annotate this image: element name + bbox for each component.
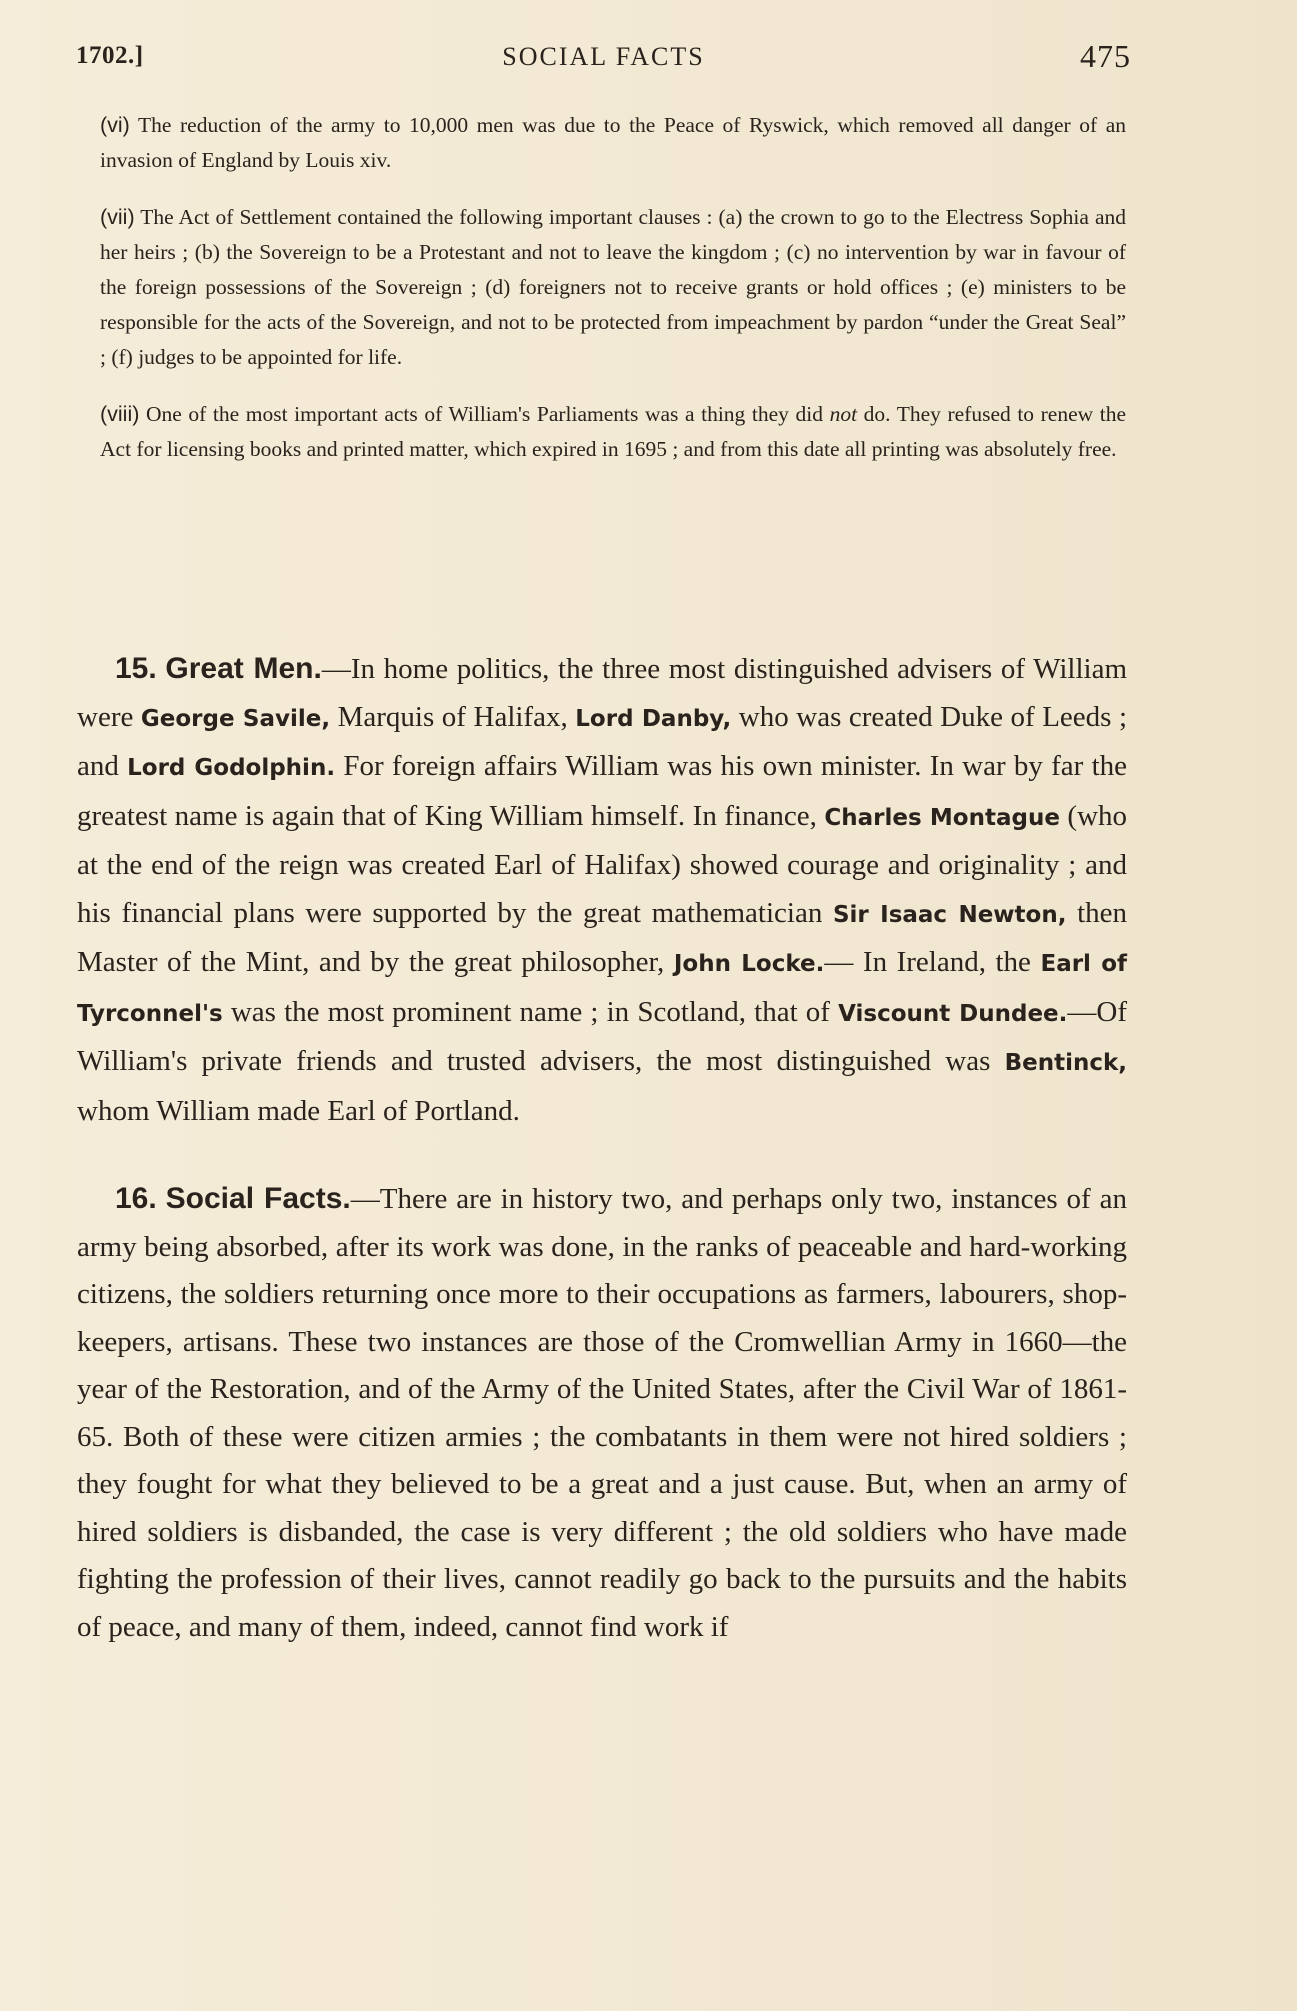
section-text: —There are in history two, and perhaps only two, instances of an army being absorbed, after its work was done, in the ranks of peaceable and hard-working citizens, the soldiers returning once more to their occupations as farmers, labourers, shop-keepers, artisans. These two instances are those of the Cromwellian Army in 1660—the year of the Restoration, and of the Army of the United States, after the Civil War of 1861-65. Both of these were citizen armies ; the combatants in them were not hired soldiers ; they fought for what they believed to be a great and a just cause. But, when an army of hired soldiers is disbanded, the case is very different ; the old soldiers who have made fighting the profession of their lives, cannot readily go back to the pursuits and the habits of peace, and many of them, indeed, cannot find work if bbox=[77, 1183, 1128, 1643]
person-name: Lord Godolphin. bbox=[127, 755, 336, 781]
running-header bbox=[76, 38, 1131, 78]
section-title: Social Facts. bbox=[165, 1182, 351, 1215]
note-text: do. They refused to renew the Act for licensing books and printed matter, which expired in 1695 ; and from this date all printing was absolutely free. bbox=[100, 402, 1127, 461]
section-number: 15. bbox=[115, 652, 157, 685]
header-date: 1702.] bbox=[76, 42, 144, 69]
note-label: (viii) bbox=[100, 402, 140, 426]
section-text: was the most prominent name ; in Scotland, that of bbox=[230, 995, 830, 1028]
body-text bbox=[77, 645, 1127, 1691]
note-viii bbox=[100, 397, 1126, 467]
notes-block bbox=[100, 108, 1126, 489]
person-name: Viscount Dundee. bbox=[838, 1000, 1068, 1027]
person-name: George Savile, bbox=[140, 705, 331, 732]
section-text: who was created Duke of Leeds ; and bbox=[77, 700, 1128, 782]
section-text: —In home politics, the three most distinguished advisers of William were bbox=[77, 653, 1127, 733]
section-16 bbox=[77, 1175, 1127, 1651]
note-vi bbox=[100, 108, 1126, 178]
person-name: Sir Isaac Newton, bbox=[832, 901, 1067, 928]
page-number: 475 bbox=[1080, 38, 1131, 74]
person-name: Lord Danby, bbox=[575, 705, 732, 732]
section-text: For foreign affairs William was his own minister. In war by far the greatest name is again that of King William himself. In finance, bbox=[77, 750, 1128, 832]
section-text: (who at the end of the reign was created Earl of Halifax) showed courage and originality ; and his financial plans were supported by the great mathematician bbox=[77, 799, 1128, 929]
section-number: 16. bbox=[115, 1182, 157, 1215]
section-text: whom William made Earl of Portland. bbox=[77, 1094, 520, 1127]
note-text: One of the most important acts of William's Parliaments was a thing they did bbox=[146, 402, 823, 426]
person-name: Bentinck, bbox=[1004, 1050, 1128, 1076]
running-title: SOCIAL FACTS bbox=[502, 42, 705, 71]
person-name: Charles Montague bbox=[824, 804, 1060, 831]
note-label: (vi) bbox=[100, 113, 130, 137]
section-text: —Of William's private friends and trusted advisers, the most distinguished was bbox=[77, 995, 1127, 1077]
note-emphasis: not bbox=[829, 402, 858, 426]
person-name: Earl of Tyrconnel's bbox=[77, 951, 1128, 1027]
note-text: The reduction of the army to 10,000 men was due to the Peace of Ryswick, which removed all danger of an invasion of England by Louis xiv. bbox=[100, 113, 1126, 172]
person-name: John Locke. bbox=[673, 951, 825, 977]
section-15 bbox=[77, 645, 1127, 1135]
section-title: Great Men. bbox=[165, 652, 322, 685]
note-label: (vii) bbox=[100, 205, 135, 229]
section-text: Marquis of Halifax, bbox=[337, 700, 568, 733]
section-text: then Master of the Mint, and by the great philosopher, bbox=[77, 896, 1128, 978]
note-vii bbox=[100, 200, 1126, 375]
note-text: The Act of Settlement contained the following important clauses : (a) the crown to go to the Electress Sophia and her heirs ; (b) the Sovereign to be a Protestant and not to leave the kingdom ; (c) no intervention by war in favour of the foreign possessions of the Sovereign ; (d) foreigners not to receive grants or hold offices ; (e) ministers to be responsible for the acts of the Sovereign, and not to be protected from impeachment by pardon “under the Great Seal” ; (f) judges to be appointed for life. bbox=[100, 205, 1126, 369]
section-text: — In Ireland, the bbox=[824, 946, 1031, 978]
